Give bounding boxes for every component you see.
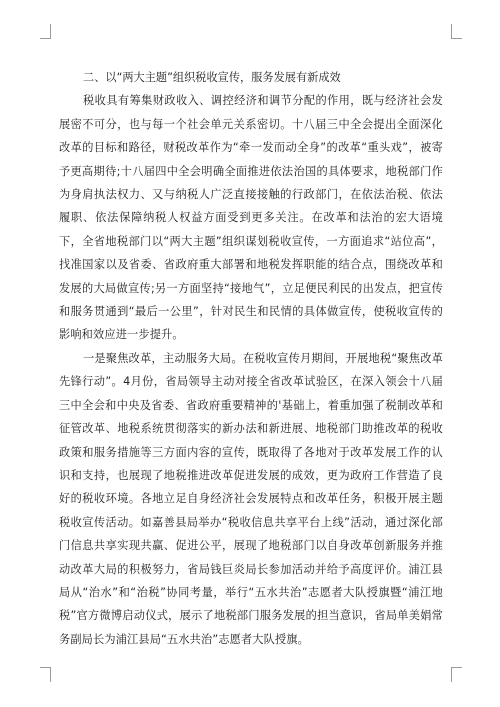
- crop-mark-bottom-right: [451, 667, 462, 682]
- section-heading: 二、以“两大主题”组织税收宣传，服务发展有新成效: [83, 71, 341, 84]
- paragraph-overview: 税收具有筹集财政收入、调控经济和调节分配的作用，既与经济社会发展密不可分，也与每一个社会单元关系密切。十八届三中全会提出全面深化改革的目标和路径，财税改革作为“牵一发而动全身”的改革“重头戏”，被寄予更高期待;十八届四中全会明确全面推进依法治国的具体要求，地税部门作为身肩执法权力、又与纳税人广泛直接接触的行政部门，在依法治税、依法履职、依法保障纳税人权益方面受到更多关注。在改革和法治的宏大语境下，全省地税部门以“两大主题”组织谋划税收宣传，一方面追求“站位高”，找准国家以及省委、省政府重大部署和地税发挥职能的结合点，围绕改革和发展的大局做宣传;另一方面坚持“接地气”，立足便民利民的出发点，把宣传和服务贯通到“最后一公里”，针对民生和民情的具体做宣传，使税收宣传的影响和效应进一步提升。: [59, 94, 443, 342]
- crop-mark-top-right: [451, 24, 462, 39]
- crop-mark-bottom-left: [40, 667, 51, 682]
- paragraph-reform-focus: 一是聚焦改革，主动服务大局。在税收宣传月期间，开展地税“聚焦改革先锋行动”。4月份，省局领导主动对接全省改革试验区，在深入领会十八届三中全会和中央及省委、省政府重要精神的'基础上，着重加强了税制改革和征管改革、地税系统贯彻落实的新办法和新进展、地税部门助推改革的税收政策和服务措施等三方面内容的宣传，既取得了各地对于改革发展工作的认识和支持，也展现了地税推进改革促进发展的成效，更为政府工作营造了良好的税收环境。各地立足自身经济社会发展特点和改革任务，积极开展主题税收宣传活动。如嘉善县局举办“税收信息共享平台上线”活动，通过深化部门信息共享实现共赢、促进公平，展现了地税部门以自身改革创新服务并推动改革大局的积极努力，省局钱巨炎局长参加活动并给予高度评价。浦江县局从“治水”和“治税”协同考量，举行“五水共治”志愿者大队授旗暨“浦江地税”官方微博启动仪式，展示了地税部门服务发展的担当意识，省局单美娟常务副局长为浦江县局“五水共治”志愿者大队授旗。: [59, 351, 443, 646]
- crop-mark-top-left: [40, 24, 51, 39]
- document-body: [59, 66, 443, 651]
